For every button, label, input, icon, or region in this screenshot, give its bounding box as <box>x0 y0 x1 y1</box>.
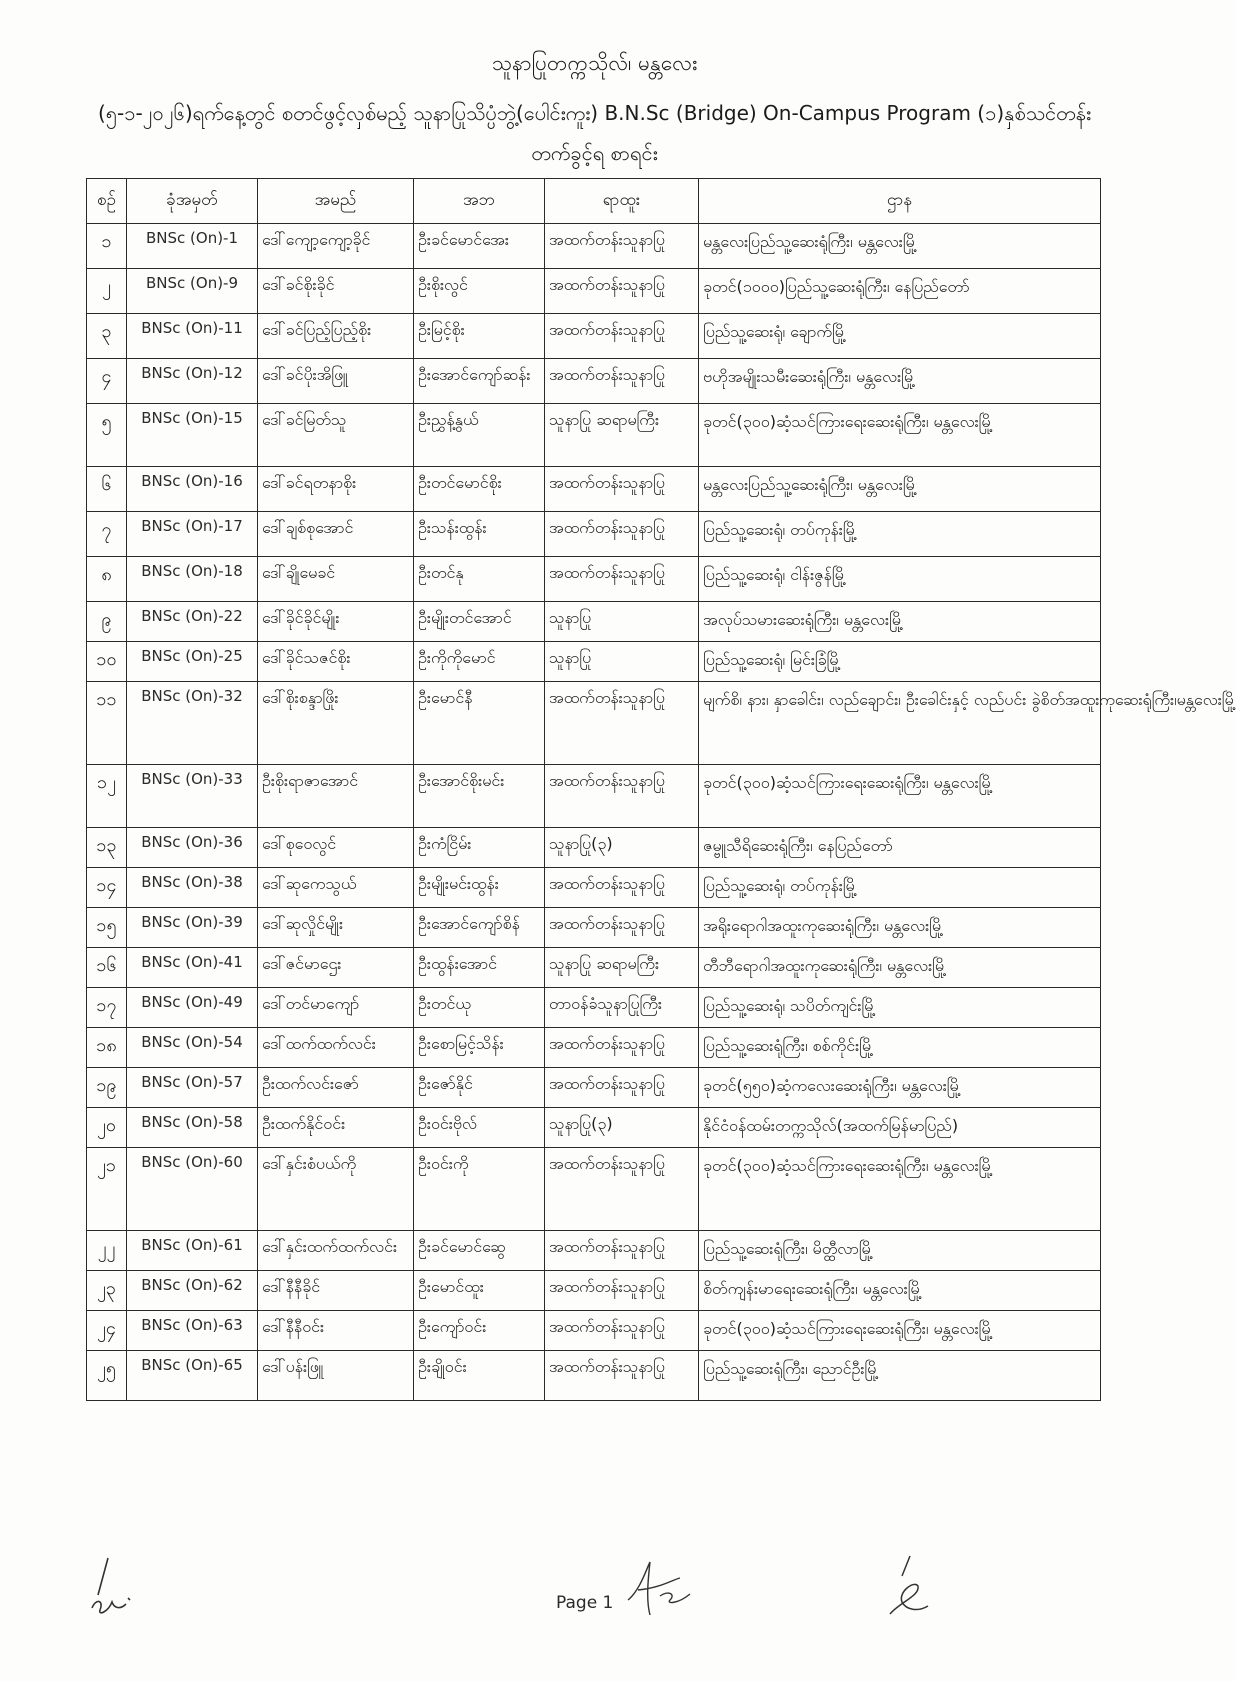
table-row <box>87 1311 1101 1351</box>
cell-no: ၁၇ <box>87 988 127 1028</box>
cell-name: ဒေါ်ထက်ထက်လင်း <box>258 1028 414 1068</box>
cell-name: ဒေါ်ချိုမေခင် <box>258 557 414 602</box>
cell-id: BNSc (On)-57 <box>127 1068 258 1108</box>
column-header-no: စဉ် <box>87 179 127 224</box>
cell-no: ၂၁ <box>87 1148 127 1231</box>
cell-name: ဒေါ်စိုးစန္ဒာဖြိုး <box>258 682 414 765</box>
cell-dept: ခုတင်(၃၀၀)ဆံ့သင်ကြားရေးဆေးရုံကြီး၊ မန္တလေးမြို့ <box>699 1148 1101 1231</box>
page-number: Page 1 <box>556 1593 614 1613</box>
cell-name: ဒေါ်တင်မာကျော် <box>258 988 414 1028</box>
cell-dept: မန္တလေးပြည်သူ့ဆေးရုံကြီး၊ မန္တလေးမြို့ <box>699 224 1101 269</box>
signature-mark-right <box>880 1552 940 1622</box>
table-row <box>87 224 1101 269</box>
cell-no: ၁၆ <box>87 948 127 988</box>
cell-no: ၈ <box>87 557 127 602</box>
cell-dept: ခုတင်(၃၀၀)ဆံ့သင်ကြားရေးဆေးရုံကြီး၊ မန္တလေးမြို့ <box>699 1311 1101 1351</box>
cell-no: ၂ <box>87 269 127 314</box>
cell-father: ဦးစောမြင့်သိန်း <box>414 1028 545 1068</box>
cell-dept: ပြည်သူ့ဆေးရုံ၊ တပ်ကုန်းမြို့ <box>699 868 1101 908</box>
cell-name: ဒေါ်နှင်းစံပယ်ကို <box>258 1148 414 1231</box>
cell-rank: တာဝန်ခံသူနာပြုကြီး <box>545 988 699 1028</box>
cell-no: ၉ <box>87 602 127 642</box>
cell-dept: အလုပ်သမားဆေးရုံကြီး၊ မန္တလေးမြို့ <box>699 602 1101 642</box>
cell-id: BNSc (On)-22 <box>127 602 258 642</box>
cell-no: ၁၃ <box>87 828 127 868</box>
cell-id: BNSc (On)-58 <box>127 1108 258 1148</box>
table-row <box>87 868 1101 908</box>
cell-rank: သူနာပြု ဆရာမကြီး <box>545 948 699 988</box>
cell-id: BNSc (On)-39 <box>127 908 258 948</box>
cell-dept: ပြည်သူ့ဆေးရုံကြီး၊ စစ်ကိုင်းမြို့ <box>699 1028 1101 1068</box>
cell-no: ၁၅ <box>87 908 127 948</box>
column-header-id: ခုံအမှတ် <box>127 179 258 224</box>
cell-father: ဦးအောင်စိုးမင်း <box>414 765 545 828</box>
cell-id: BNSc (On)-1 <box>127 224 258 269</box>
cell-name: ဒေါ်စုဝေလွင် <box>258 828 414 868</box>
cell-father: ဦးတင်ယု <box>414 988 545 1028</box>
table-row <box>87 908 1101 948</box>
cell-name: ဒေါ်ဆုကေသွယ် <box>258 868 414 908</box>
cell-id: BNSc (On)-65 <box>127 1351 258 1401</box>
column-header-dept: ဌာန <box>699 179 1101 224</box>
cell-no: ၇ <box>87 512 127 557</box>
cell-name: ဒေါ်ချစ်စုအောင် <box>258 512 414 557</box>
cell-id: BNSc (On)-54 <box>127 1028 258 1068</box>
cell-father: ဦးမျိုးမင်းထွန်း <box>414 868 545 908</box>
cell-father: ဦးအောင်ကျော်ဆန်း <box>414 359 545 404</box>
table-row <box>87 1231 1101 1271</box>
cell-dept: ပြည်သူ့ဆေးရုံ၊ သပိတ်ကျင်းမြို့ <box>699 988 1101 1028</box>
cell-rank: အထက်တန်းသူနာပြု <box>545 557 699 602</box>
cell-id: BNSc (On)-16 <box>127 467 258 512</box>
cell-dept: ပြည်သူ့ဆေးရုံ၊ တပ်ကုန်းမြို့ <box>699 512 1101 557</box>
cell-rank: အထက်တန်းသူနာပြု <box>545 765 699 828</box>
cell-dept: မျက်စိ၊ နား၊ နှာခေါင်း၊ လည်ချောင်း၊ ဦးခေါင်းနှင့် လည်ပင်း ခွဲစိတ်အထူးကုဆေးရုံကြီး၊မန္တလေးမြို့ <box>699 682 1101 765</box>
cell-name: ဒေါ်ခင်ပိုးအိဖြူ <box>258 359 414 404</box>
cell-dept: နိုင်ငံဝန်ထမ်းတက္ကသိုလ်(အထက်မြန်မာပြည်) <box>699 1108 1101 1148</box>
cell-father: ဦးထွန်းအောင် <box>414 948 545 988</box>
table-row <box>87 467 1101 512</box>
cell-id: BNSc (On)-18 <box>127 557 258 602</box>
cell-name: ဒေါ်နီနီဝင်း <box>258 1311 414 1351</box>
cell-father: ဦးတင်မောင်စိုး <box>414 467 545 512</box>
cell-dept: စိတ်ကျန်းမာရေးဆေးရုံကြီး၊ မန္တလေးမြို့ <box>699 1271 1101 1311</box>
table-row <box>87 404 1101 467</box>
cell-no: ၂၀ <box>87 1108 127 1148</box>
cell-dept: ပြည်သူ့ဆေးရုံကြီး၊ မိတ္ထီလာမြို့ <box>699 1231 1101 1271</box>
cell-dept: ခုတင်(၅၅၀)ဆံ့ကလေးဆေးရုံကြီး၊ မန္တလေးမြို့ <box>699 1068 1101 1108</box>
cell-name: ဒေါ်ဆုလှိုင်မျိုး <box>258 908 414 948</box>
cell-father: ဦးကိုကိုမောင် <box>414 642 545 682</box>
table-row <box>87 828 1101 868</box>
cell-father: ဦးခင်မောင်အေး <box>414 224 545 269</box>
cell-dept: ဇမ္ဗူသီရိဆေးရုံကြီး၊ နေပြည်တော် <box>699 828 1101 868</box>
cell-dept: ခုတင်(၁၀၀၀)ပြည်သူ့ဆေးရုံကြီး၊ နေပြည်တော် <box>699 269 1101 314</box>
table-header-row <box>87 179 1101 224</box>
cell-no: ၂၂ <box>87 1231 127 1271</box>
cell-id: BNSc (On)-63 <box>127 1311 258 1351</box>
cell-rank: အထက်တန်းသူနာပြု <box>545 1231 699 1271</box>
cell-father: ဦးကံငြိမ်း <box>414 828 545 868</box>
cell-dept: အရိုးရောဂါအထူးကုဆေးရုံကြီး၊ မန္တလေးမြို့ <box>699 908 1101 948</box>
cell-dept: ပြည်သူ့ဆေးရုံ၊ ငါန်းဇွန်မြို့ <box>699 557 1101 602</box>
cell-dept: မန္တလေးပြည်သူ့ဆေးရုံကြီး၊ မန္တလေးမြို့ <box>699 467 1101 512</box>
cell-dept: ခုတင်(၃၀၀)ဆံ့သင်ကြားရေးဆေးရုံကြီး၊ မန္တလေးမြို့ <box>699 765 1101 828</box>
cell-rank: သူနာပြု(၃) <box>545 828 699 868</box>
cell-name: ဒေါ်ကျော့ကျော့ခိုင် <box>258 224 414 269</box>
cell-id: BNSc (On)-17 <box>127 512 258 557</box>
cell-id: BNSc (On)-9 <box>127 269 258 314</box>
cell-name: ဒေါ်ခင်မြတ်သူ <box>258 404 414 467</box>
cell-rank: အထက်တန်းသူနာပြု <box>545 868 699 908</box>
cell-id: BNSc (On)-38 <box>127 868 258 908</box>
column-header-rank: ရာထူး <box>545 179 699 224</box>
table-row <box>87 988 1101 1028</box>
cell-name: ဒေါ်ခင်ရတနာစိုး <box>258 467 414 512</box>
table-row <box>87 269 1101 314</box>
document-title: သူနာပြုတက္ကသိုလ်၊ မန္တလေး <box>491 51 698 75</box>
table-row <box>87 314 1101 359</box>
cell-no: ၄ <box>87 359 127 404</box>
cell-rank: သူနာပြု <box>545 642 699 682</box>
cell-id: BNSc (On)-32 <box>127 682 258 765</box>
cell-id: BNSc (On)-25 <box>127 642 258 682</box>
column-header-father: အဘ <box>414 179 545 224</box>
cell-id: BNSc (On)-33 <box>127 765 258 828</box>
table-row <box>87 1068 1101 1108</box>
cell-father: ဦးမျိုးတင်အောင် <box>414 602 545 642</box>
cell-name: ဦးထက်လင်းဇော် <box>258 1068 414 1108</box>
cell-father: ဦးဇော်နိုင် <box>414 1068 545 1108</box>
cell-father: ဦးခင်မောင်ဆွေ <box>414 1231 545 1271</box>
document-list-heading: တက်ခွင့်ရ စာရင်း <box>531 141 658 165</box>
cell-id: BNSc (On)-60 <box>127 1148 258 1231</box>
cell-name: ဒေါ်ပန်းဖြူ <box>258 1351 414 1401</box>
cell-no: ၅ <box>87 404 127 467</box>
cell-name: ဒေါ်ခင်စိုးခိုင် <box>258 269 414 314</box>
table-row <box>87 557 1101 602</box>
cell-no: ၆ <box>87 467 127 512</box>
table-row <box>87 512 1101 557</box>
cell-no: ၁၄ <box>87 868 127 908</box>
cell-rank: အထက်တန်းသူနာပြု <box>545 1148 699 1231</box>
cell-no: ၁၁ <box>87 682 127 765</box>
cell-rank: သူနာပြု ဆရာမကြီး <box>545 404 699 467</box>
cell-dept: ပြည်သူ့ဆေးရုံကြီး၊ ညောင်ဦးမြို့ <box>699 1351 1101 1401</box>
cell-rank: အထက်တန်းသူနာပြု <box>545 1311 699 1351</box>
cell-dept: ပြည်သူ့ဆေးရုံ၊ ချောက်မြို့ <box>699 314 1101 359</box>
cell-father: ဦးအောင်ကျော်စိန် <box>414 908 545 948</box>
cell-rank: သူနာပြု <box>545 602 699 642</box>
cell-no: ၁၂ <box>87 765 127 828</box>
cell-rank: အထက်တန်းသူနာပြု <box>545 359 699 404</box>
cell-no: ၁၉ <box>87 1068 127 1108</box>
cell-id: BNSc (On)-49 <box>127 988 258 1028</box>
cell-no: ၂၄ <box>87 1311 127 1351</box>
cell-rank: အထက်တန်းသူနာပြု <box>545 269 699 314</box>
table-row <box>87 765 1101 828</box>
cell-no: ၂၃ <box>87 1271 127 1311</box>
cell-dept: တီဘီရောဂါအထူးကုဆေးရုံကြီး၊ မန္တလေးမြို့ <box>699 948 1101 988</box>
cell-father: ဦးညွှန့်နွယ် <box>414 404 545 467</box>
signature-mark-center <box>620 1560 700 1620</box>
cell-name: ဒေါ်ခိုင်ခိုင်မျိုး <box>258 602 414 642</box>
cell-rank: အထက်တန်းသူနာပြု <box>545 908 699 948</box>
table-row <box>87 1271 1101 1311</box>
cell-name: ဒေါ်ဇင်မာဌေး <box>258 948 414 988</box>
cell-rank: အထက်တန်းသူနာပြု <box>545 1271 699 1311</box>
cell-father: ဦးတင်နု <box>414 557 545 602</box>
cell-name: ဦးထက်နိုင်ဝင်း <box>258 1108 414 1148</box>
signature-mark-left <box>86 1550 156 1620</box>
cell-id: BNSc (On)-41 <box>127 948 258 988</box>
cell-father: ဦးဝင်းကို <box>414 1148 545 1231</box>
cell-no: ၁ <box>87 224 127 269</box>
cell-name: ဒေါ်နှင်းထက်ထက်လင်း <box>258 1231 414 1271</box>
cell-rank: သူနာပြု(၃) <box>545 1108 699 1148</box>
cell-dept: ဗဟိုအမျိုးသမီးဆေးရုံကြီး၊ မန္တလေးမြို့ <box>699 359 1101 404</box>
cell-rank: အထက်တန်းသူနာပြု <box>545 467 699 512</box>
cell-rank: အထက်တန်းသူနာပြု <box>545 1028 699 1068</box>
cell-rank: အထက်တန်းသူနာပြု <box>545 512 699 557</box>
cell-father: ဦးစိုးလွင် <box>414 269 545 314</box>
cell-no: ၁၀ <box>87 642 127 682</box>
cell-father: ဦးဝင်းဗိုလ် <box>414 1108 545 1148</box>
cell-father: ဦးမောင်နီ <box>414 682 545 765</box>
cell-name: ဦးစိုးရာဇာအောင် <box>258 765 414 828</box>
cell-rank: အထက်တန်းသူနာပြု <box>545 1068 699 1108</box>
document-subtitle: (၅-၁-၂၀၂၆)ရက်နေ့တွင် စတင်ဖွင့်လှစ်မည့် သူနာပြုသိပ္ပံဘွဲ့(ပေါင်းကူး) B.N.Sc (Bridge) On-Campus Program (၁)နှစ်သင်တန်း <box>97 101 1092 125</box>
cell-name: ဒေါ်ခင်ပြည့်ပြည့်စိုး <box>258 314 414 359</box>
cell-no: ၃ <box>87 314 127 359</box>
table-row <box>87 602 1101 642</box>
cell-id: BNSc (On)-61 <box>127 1231 258 1271</box>
cell-no: ၂၅ <box>87 1351 127 1401</box>
cell-id: BNSc (On)-62 <box>127 1271 258 1311</box>
table-row <box>87 1108 1101 1148</box>
cell-father: ဦးချိုဝင်း <box>414 1351 545 1401</box>
table-row <box>87 1148 1101 1231</box>
cell-id: BNSc (On)-11 <box>127 314 258 359</box>
cell-rank: အထက်တန်းသူနာပြု <box>545 1351 699 1401</box>
cell-no: ၁၈ <box>87 1028 127 1068</box>
cell-dept: ခုတင်(၃၀၀)ဆံ့သင်ကြားရေးဆေးရုံကြီး၊ မန္တလေးမြို့ <box>699 404 1101 467</box>
cell-rank: အထက်တန်းသူနာပြု <box>545 224 699 269</box>
cell-id: BNSc (On)-15 <box>127 404 258 467</box>
cell-dept: ပြည်သူ့ဆေးရုံ၊ မြင်းခြံမြို့ <box>699 642 1101 682</box>
cell-name: ဒေါ်နီနီခိုင် <box>258 1271 414 1311</box>
column-header-name: အမည် <box>258 179 414 224</box>
cell-id: BNSc (On)-12 <box>127 359 258 404</box>
cell-rank: အထက်တန်းသူနာပြု <box>545 682 699 765</box>
table-row <box>87 1351 1101 1401</box>
table-row <box>87 642 1101 682</box>
admission-table <box>86 178 1236 1401</box>
cell-father: ဦးသန်းထွန်း <box>414 512 545 557</box>
table-row <box>87 1028 1101 1068</box>
cell-father: ဦးမြင့်စိုး <box>414 314 545 359</box>
cell-name: ဒေါ်ခိုင်သဇင်စိုး <box>258 642 414 682</box>
cell-father: ဦးမောင်ထူး <box>414 1271 545 1311</box>
cell-father: ဦးကျော်ဝင်း <box>414 1311 545 1351</box>
table-row <box>87 948 1101 988</box>
table-row <box>87 359 1101 404</box>
table-row <box>87 682 1101 765</box>
cell-id: BNSc (On)-36 <box>127 828 258 868</box>
cell-rank: အထက်တန်းသူနာပြု <box>545 314 699 359</box>
